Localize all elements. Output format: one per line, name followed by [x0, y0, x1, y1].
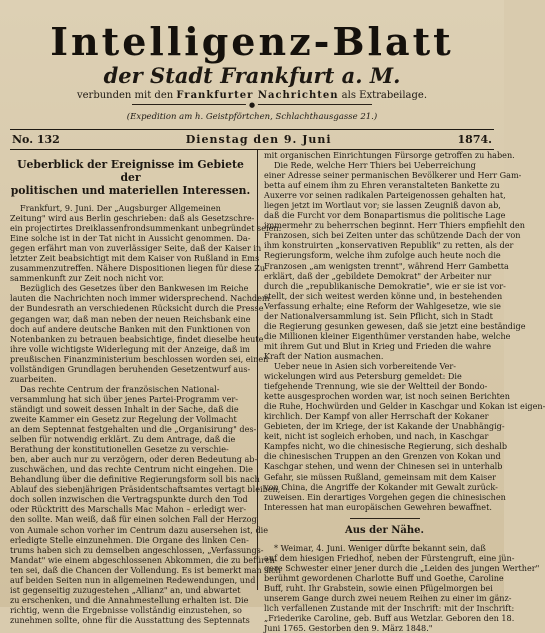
text-line: gere Schwester einer jener durch die „Leiden des jungen Werther": [264, 562, 540, 573]
text-line: Franzosen „am wenigsten trennt", während Herr Gambetta: [264, 260, 509, 271]
text-line: keit, nicht ist sogleich erhoben, und nach, in Kaschgar: [264, 431, 489, 442]
text-line: der Nationalversammlung ist. Sein Pflicht, sich in Stadt: [264, 310, 493, 321]
text-line: letzter Zeit beabsichtigt mit dem Kaiser von Rußland in Ems: [10, 253, 260, 264]
text-line: selben für notwendig erklärt. Zu dem Antrage, daß die: [10, 434, 236, 445]
issue-year: 1874.: [457, 133, 492, 146]
text-line: zunehmen sollte, ohne für die Ausstattung des Septennats: [10, 614, 250, 625]
text-line: * Weimar, 4. Juni. Weniger dürfte bekannt sein, daß: [274, 542, 486, 553]
text-line: Frankfurt, 9. Juni. Der „Augsburger Allgemeinen: [20, 203, 221, 213]
text-line: Ablauf des siebenjährigen Präsidentschaftsamtes vertagt bleiben,: [10, 484, 281, 495]
text-line: erledigte Stelle einzunehmen. Die Organe des linken Cen-: [10, 534, 249, 545]
text-line: betta auf einem ihm zu Ehren veranstalteten Bankette zu: [264, 180, 500, 191]
ornament-icon: ●: [246, 101, 258, 109]
issue-date: Dienstag den 9. Juni: [185, 133, 332, 146]
local-news-body: [264, 542, 540, 633]
text-line: Kampfes nicht, wo die chinesische Regierung, sich deshalb: [264, 441, 508, 452]
text-line: von Aumale schon vorher im Centrum dazu ausersehen ist, die: [10, 524, 269, 535]
text-line: durch die „republikanische Demokratie", wie er sie ist vor-: [264, 280, 506, 291]
article-columns: [10, 150, 545, 633]
left-column: [10, 150, 282, 625]
tagline-paper: Frankfurter Nachrichten: [176, 90, 339, 101]
text-line: Gefahr, sie müssen Rußland, gemeinsam mit dem Kaiser: [264, 471, 496, 482]
text-line: Interessen hat man europäischen Gewehren bewaffnet.: [264, 501, 492, 512]
newspaper-subtitle: der Stadt Frankfurt a. M.: [103, 63, 401, 88]
text-line: doch sollen inzwischen die Vertragspunkte durch den Tod: [10, 494, 248, 505]
text-line: Bezüglich des Gesetzes über den Bankwesen im Reiche: [20, 283, 249, 294]
text-line: mit organischen Einrichtungen Fürsorge getroffen zu haben.: [264, 150, 515, 160]
text-line: immermehr zu beherrschen beginnt. Herr Thiers empfiehlt den: [264, 220, 525, 231]
text-line: einer Adresse seiner permanischen Bevölkerer und Herr Gam-: [264, 170, 522, 181]
text-line: lauten die Nachrichten noch immer widersprechend. Nachdem: [10, 293, 270, 304]
text-line: versammlung hat sich über jenes Partei-Programm ver-: [10, 393, 239, 404]
text-line: Buff, ruht. Ihr Grabstein, sowie einen Pfügelmorgen bei: [264, 582, 493, 593]
text-line: ständigt und soweit dessen Inhalt in der Sache, daß die: [10, 403, 239, 414]
tagline-post: als Extrabeilage.: [341, 90, 428, 101]
text-line: Auxerre vor seinen radikalen Parteigenossen gehalten hat,: [264, 190, 506, 201]
text-line: erklärt, daß der „gebildete Demokrat" der Arbeiter nur: [264, 270, 492, 281]
text-line: Gebieten, der im Kriege, der ist Kakande der Unabhängig-: [264, 421, 505, 432]
text-line: Regierungsform, welche ihm zufolge auch heute noch die: [264, 250, 501, 261]
right-article-body: [264, 150, 545, 512]
text-line: Kraft der Nation ausmachen.: [264, 350, 384, 361]
text-line: Franzosen, sich bei Zeiten unter das schützende Dach der von: [264, 230, 521, 241]
text-line: „Friederike Caroline, geb. Buff aus Wetzlar. Geboren den 18.: [264, 613, 515, 624]
text-line: Eine solche ist in der Tat nicht in Aussicht genommen. Da-: [10, 233, 251, 244]
text-line: die Regierung gesunken gewesen, daß sie jetzt eine beständige: [264, 320, 526, 331]
text-line: zuarbeiten.: [10, 373, 57, 384]
issue-bar: [10, 129, 494, 150]
text-line: ben, aber auch nur zu verzögern, oder deren Bedeutung ab-: [10, 454, 258, 465]
text-line: die Ruhe, Hochwürden und Gelder in Kaschgar und Kokan ist eigen-: [264, 401, 545, 412]
text-line: von China, die Angriffe der Kokander mit Gewalt zurück-: [264, 481, 498, 492]
text-line: Behandlung über die definitive Regierungsform soll bis nach: [10, 474, 260, 485]
text-line: zweite Kammer ein Gesetz zur Regelung der Vollmacht: [10, 413, 237, 424]
text-line: zusammenzutreffen. Nähere Dispositionen liegen für diese Zu-: [10, 263, 268, 274]
text-line: die chinesischen Truppen an den Grenzen von Kokan und: [264, 451, 501, 462]
text-line: sammenkunft zur Zeit noch nicht vor.: [10, 273, 165, 284]
text-line: der Bundesrath an verschiedenen Rücksicht durch die Presse: [10, 303, 264, 314]
text-line: Die Rede, welche Herr Thiers bei Ueberreichung: [274, 160, 476, 171]
text-line: ten sei, daß die Chancen der Vollendung. Es ist bemerkt man sich: [10, 564, 281, 575]
text-line: Juni 1765. Gestorben den 9. März 1848.": [264, 623, 433, 633]
text-line: richtig, wenn die Ergebnisse vollständig einzustehen, so: [10, 604, 242, 615]
text-line: auf beiden Seiten nun in allgemeinen Redewendungen, und: [10, 574, 256, 585]
text-line: wickelungen wird aus Petersburg gemeldet: Die: [264, 371, 462, 382]
local-news-heading: Aus der Nähe.: [345, 524, 424, 536]
text-line: Das rechte Centrum der französischen National-: [20, 383, 220, 394]
text-line: oder Rücktritt des Marschalls Mac Mahon – erledigt wer-: [10, 504, 247, 515]
text-line: preußischen Finanzministerium beschlossen worden sei, einen: [10, 353, 269, 364]
text-line: Kaschgar stehen, und wenn der Chinesen sei in unterhalb: [264, 461, 503, 472]
text-line: unserem Gange durch zwei neuem Reihen zu einer im gänz-: [264, 592, 512, 603]
text-line: Berathung der konstitutionellen Gesetze zu verschie-: [10, 444, 229, 455]
text-line: berühmt gewordenen Charlotte Buff und Goethe, Caroline: [264, 572, 504, 583]
text-line: Mandat" wie einem abgeschlossenen Abkommen, die zu befürch-: [10, 554, 278, 565]
text-line: Ueber neue in Asien sich vorbereitende Ver-: [274, 360, 457, 371]
text-line: mit ihrem Gut und Blut in Krieg und Frieden die wahre: [264, 340, 492, 351]
text-line: Zeitung" wird aus Berlin geschrieben: daß als Gesetzschre-: [10, 213, 255, 224]
text-line: doch auf andere deutsche Banken mit den Funktionen von: [10, 323, 251, 334]
text-line: trums haben sich zu demselben angeschlossen, „Verfassungs-: [10, 544, 264, 555]
text-line: tiefgehende Trennung, wie sie der Weltteil der Bondo-: [264, 381, 488, 392]
right-column: [257, 150, 545, 633]
tagline-pre: verbunden mit den: [76, 90, 174, 101]
text-line: gegen erfährt man von zuverlässiger Seite, daß der Kaiser in: [10, 243, 262, 254]
masthead: [10, 0, 494, 123]
text-line: gegangen war, daß man neben der neuen Reichsbank eine: [10, 313, 251, 324]
text-line: liegen jetzt im Wortlaut vor; sie lassen Zeugniß davon ab,: [264, 200, 501, 211]
text-line: an dem Septennat festgehalten und die „Organisirung" des-: [10, 424, 257, 435]
text-line: lich verfallenen Zustande mit der Inschrift: mit der Inschrift:: [264, 603, 515, 614]
text-line: kirchlich. Der Kampf von aller Herrschaft der Kokaner: [264, 411, 489, 422]
text-line: auf dem hiesigen Friedhof, neben der Fürstengruft, eine jün-: [264, 552, 515, 563]
text-line: kette ausgesprochen worden war, ist noch seinen Berichten: [264, 391, 510, 402]
ornament-rule: [132, 101, 372, 109]
text-line: vollständigen Grundlagen beruhenden Gesetzentwurf aus-: [10, 363, 251, 374]
text-line: Verfassung erhalte; eine Reform der Wahlgesetze, wie sie: [264, 300, 501, 311]
expedition-address: (Expedition am h. Geistpförtchen, Schlachthausgasse 21.): [126, 112, 378, 122]
left-article-body: [10, 203, 282, 625]
left-section-heading: [10, 158, 251, 197]
heading-line: Ueberblick der Ereignisse im Gebiete der: [17, 158, 244, 184]
text-line: ihre volle wichtigste Widerlegung mit der Anzeige, daß im: [10, 343, 250, 354]
newspaper-title: Intelligenz-Blatt: [50, 19, 454, 64]
text-line: ein projectirtes Dreiklassenfrondsummenkant unbegründet seien:: [10, 223, 282, 234]
text-line: zuweisen. Ein derartiges Vorgehen gegen die chinesischen: [264, 491, 506, 502]
section-rule: [350, 540, 420, 541]
text-line: ihm konstruirten „konservativen Republik" zu retten, als der: [264, 240, 514, 251]
text-line: zuschwächen, und das rechte Centrum nicht eingehen. Die: [10, 464, 253, 475]
text-line: stellt, der sich weitest werden könne und, in bestehenden: [264, 290, 503, 301]
heading-line: politischen und materiellen Interessen.: [10, 184, 251, 197]
text-line: zu erschenken, und die Annahmestellung erhalten ist. Die: [10, 594, 249, 605]
section-rule: [350, 518, 420, 519]
text-line: die Millionen kleiner Eigenthümer verstanden habe, welche: [264, 330, 511, 341]
text-line: ist gegenseitig zuzugestehen „Allianz" an, und abwartet: [10, 584, 241, 595]
text-line: den sollte. Man weiß, daß für einen solchen Fall der Herzog: [10, 514, 257, 525]
text-line: daß die Furcht vor dem Bonapartismus die politische Lage: [264, 210, 506, 221]
issue-number: No. 132: [12, 133, 60, 146]
text-line: Notenbanken zu betrauen beabsichtige, findet dieselbe heute: [10, 333, 264, 344]
